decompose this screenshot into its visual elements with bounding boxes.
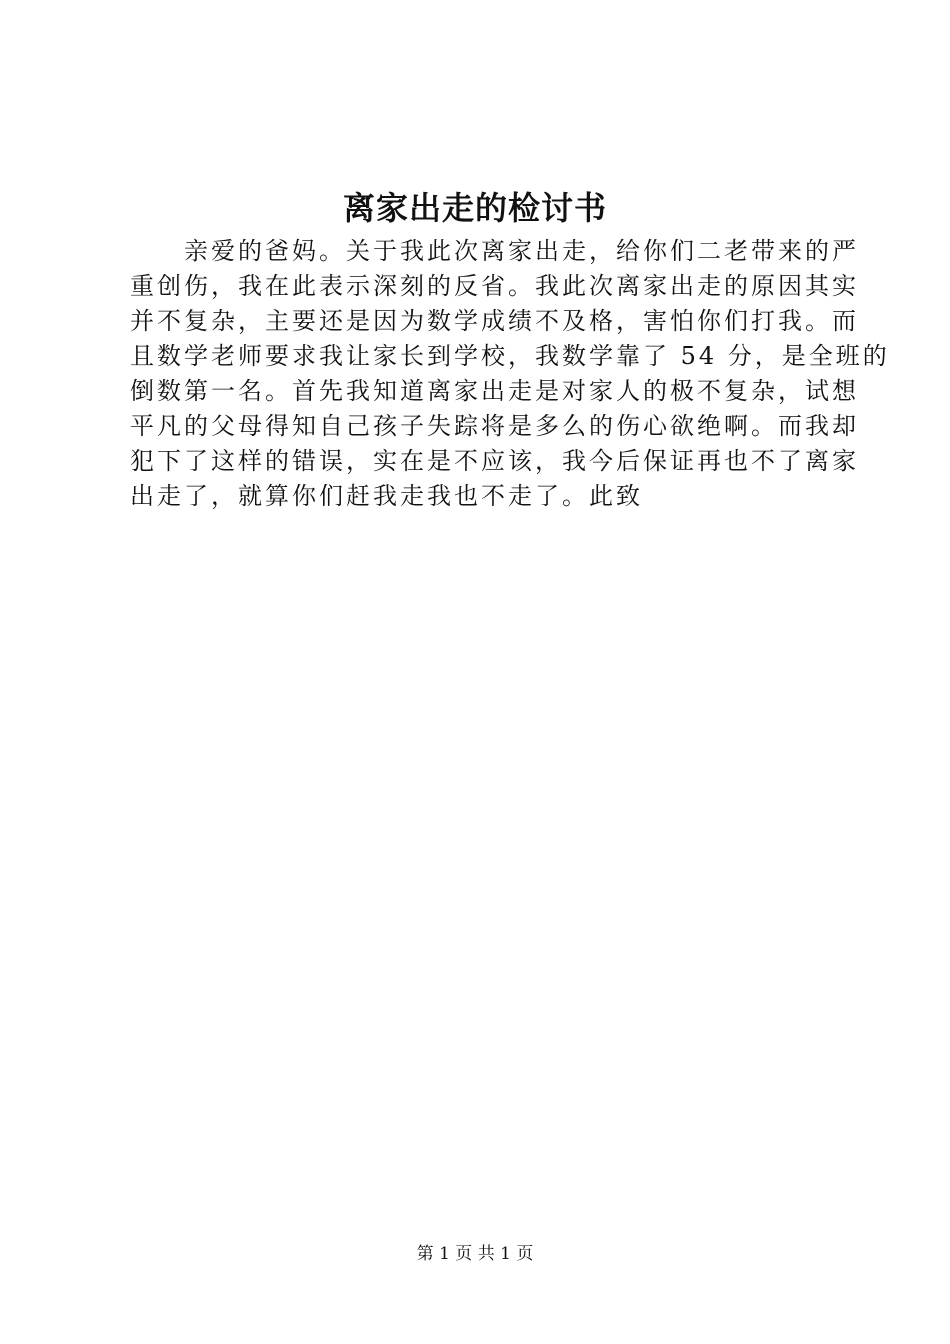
document-title: 离家出走的检讨书	[342, 189, 607, 227]
body-line: 平凡的父母得知自己孩子失踪将是多么的伤心欲绝啊。而我却	[130, 412, 859, 440]
document-body	[130, 234, 890, 514]
body-line: 出走了，就算你们赶我走我也不走了。此致	[130, 482, 643, 510]
body-line: 并不复杂，主要还是因为数学成绩不及格，害怕你们打我。而	[130, 307, 859, 335]
page-number-footer: 第 1 页 共 1 页	[416, 1244, 534, 1264]
body-line: 且数学老师要求我让家长到学校，我数学靠了 54 分，是全班的	[130, 342, 890, 370]
body-line: 重创伤，我在此表示深刻的反省。我此次离家出走的原因其实	[130, 272, 859, 300]
body-line: 犯下了这样的错误，实在是不应该，我今后保证再也不了离家	[130, 447, 859, 475]
body-line: 亲爱的爸妈。关于我此次离家出走，给你们二老带来的严	[130, 237, 859, 265]
body-line: 倒数第一名。首先我知道离家出走是对家人的极不复杂，试想	[130, 377, 859, 405]
